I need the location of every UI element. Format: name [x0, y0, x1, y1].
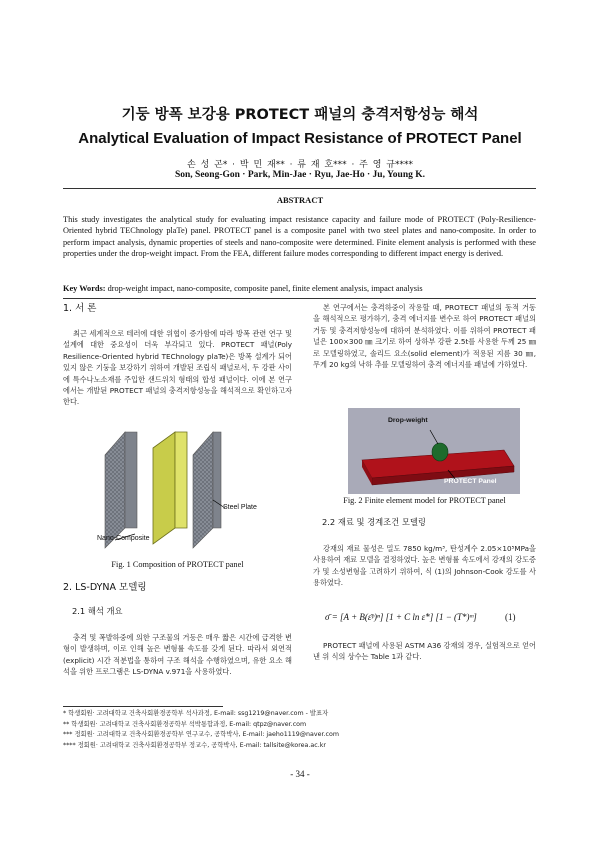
footnote-3: *** 정회원· 고려대학교 건축사회환경공학부 연구교수, 공학박사, E-mail: jaeho1119@naver.com [63, 731, 339, 739]
abstract-text: This study investigates the analytical study for evaluating impact resistance capacity and failure mode of PROTECT (Poly-Resilience-Oriented hybrid TEChnology plaTe) panel. PROTECT panel is a composite panel with two steel plates and nano-composite. In order to perform impact analysis, dynamic properties of steels and nano-composite were determined. Finite element analysis is performed with these properties under the drop-weight impact. From the FEA, different failure modes corresponding to different impact energy is derived. [63, 215, 536, 259]
section-1-paragraph: 최근 세계적으로 테러에 대한 위협이 증가함에 따라 방폭 관련 연구 및 설계에 대한 중요성이 더욱 부각되고 있다. PROTECT 패널(Poly Resilience-Oriented hybrid TEChnology plaTe)은 방폭 설계가 되어 있지 않은 기둥을 보강하기 위하여 개발된 조립식 패널로서, 두 강판 사이에 특수나노소재를 주입한 샌드위치 형태의 합성 패널이다. 이에 본 연구에서는 개발된 PROTECT 패널의 충격저항성능을 해석적으로 확인하고자 한다. [63, 329, 292, 407]
steel-plate-label: Steel Plate [223, 504, 257, 511]
equation-number: (1) [505, 612, 516, 622]
footnotes [63, 709, 536, 751]
section-1-heading: 1. 서 론 [63, 303, 97, 314]
authors-english: Son, Seong-Gon · Park, Min-Jae · Ryu, Jae-Ho · Ju, Young K. [174, 170, 426, 180]
paper-title-english: Analytical Evaluation of Impact Resistance of PROTECT Panel [78, 130, 522, 147]
footnote-4: **** 정회원· 고려대학교 건축사회환경공학부 정교수, 공학박사, E-mail: tallsite@korea.ac.kr [63, 741, 326, 749]
footnote-2: ** 학생회원· 고려대학교 건축사회환경공학부 석박통합과정, E-mail: qtpz@naver.com [63, 720, 307, 728]
abstract-heading: ABSTRACT [276, 195, 324, 205]
footnote-1: * 학생회원· 고려대학교 건축사회환경공학부 석사과정, E-mail: ssg1219@naver.com - 발표자 [63, 710, 329, 717]
drop-weight-sphere [432, 443, 448, 461]
steel-plate-back [105, 432, 125, 548]
figure-2 [348, 408, 520, 494]
nano-composite-core [153, 432, 175, 544]
steel-plate-back-edge [125, 432, 137, 528]
drop-weight-label: Drop-weight [388, 417, 428, 424]
section-2-1-heading: 2.1 해석 개요 [72, 606, 123, 616]
rule-bottom [63, 298, 536, 299]
keywords-label: Key Words: [63, 284, 106, 293]
keywords-text: drop-weight impact, nano-composite, composite panel, finite element analysis, impact analysis [107, 284, 423, 293]
page-number: - 34 - [290, 769, 310, 779]
protect-panel-label: PROTECT Panel [444, 478, 497, 485]
authors-korean: 손 성 곤* · 박 민 재** · 류 재 호*** · 주 영 규**** [187, 160, 413, 170]
footnote-rule [63, 706, 223, 707]
table-reference-paragraph: PROTECT 패널에 사용된 ASTM A36 강재의 경우, 실험적으로 얻어낸 위 식의 상수는 Table 1과 같다. [313, 641, 537, 662]
drop-weight-leader [430, 430, 438, 444]
keywords [63, 284, 536, 293]
section-2-2-paragraph: 강재의 재료 물성은 밀도 7850 kg/m³, 탄성계수 2.05×10⁵MPa을 사용하여 재료 모델을 결정하였다. 높은 변형률 속도에서 강재의 강도증가 및 소성변형을 고려하기 위하여, 식 (1)의 Johnson-Cook 강도를 사용하였다. [313, 544, 536, 588]
paper-title-korean: 기둥 방폭 보강용 PROTECT 패널의 충격저항성능 해석 [121, 107, 479, 123]
steel-plate-front [193, 432, 213, 548]
nano-composite-label: Nano-Composite [97, 535, 150, 542]
fe-model-paragraph: 본 연구에서는 충격하중이 작용할 때, PROTECT 패널의 동적 거동을 해석적으로 평가하기, 충격 에너지를 변수로 하여 PROTECT 패널의 거동 및 충격저항성능에 대하여 분석하였다. 이를 위하여 PROTECT 패널은 100×300 ㎜ 크기로 하여 상하부 강판 2.5t를 사용한 두께 25 ㎜로 모델링하였고, 솔리드 요소(solid element)가 적용된 지름 30 ㎜, 무게 20 kg의 낙하 추를 모델링하여 충격 에너지를 패널에 가하였다. [313, 303, 536, 370]
figure-2-caption: Fig. 2 Finite element model for PROTECT panel [343, 496, 506, 505]
section-2-heading: 2. LS-DYNA 모델링 [63, 582, 147, 593]
protect-panel-illustration [95, 430, 285, 550]
figure-1 [95, 430, 285, 550]
nano-composite-edge [175, 432, 187, 528]
johnson-cook-equation: σ̄ = [A + B(ε̄ᵖ)ⁿ] [1 + C ln ε̇*] [1 − (T*)ᵐ] [325, 612, 477, 622]
section-2-2-heading: 2.2 재료 및 경계조건 모델링 [322, 517, 426, 527]
steel-plate-front-edge [213, 432, 221, 528]
section-2-1-paragraph: 충격 및 폭발하중에 의한 구조물의 거동은 매우 짧은 시간에 급격한 변형이 발생하며, 이로 인해 높은 변형률 속도를 갖게 된다. 따라서 외연적(explicit) 시간 적분법을 통하여 구조 해석을 수행하였으며, 유한 요소 해석을 위한 프로그램은 LS-DYNA v.971을 사용하였다. [63, 633, 292, 677]
rule-top [63, 188, 536, 189]
figure-1-caption: Fig. 1 Composition of PROTECT panel [111, 560, 244, 569]
